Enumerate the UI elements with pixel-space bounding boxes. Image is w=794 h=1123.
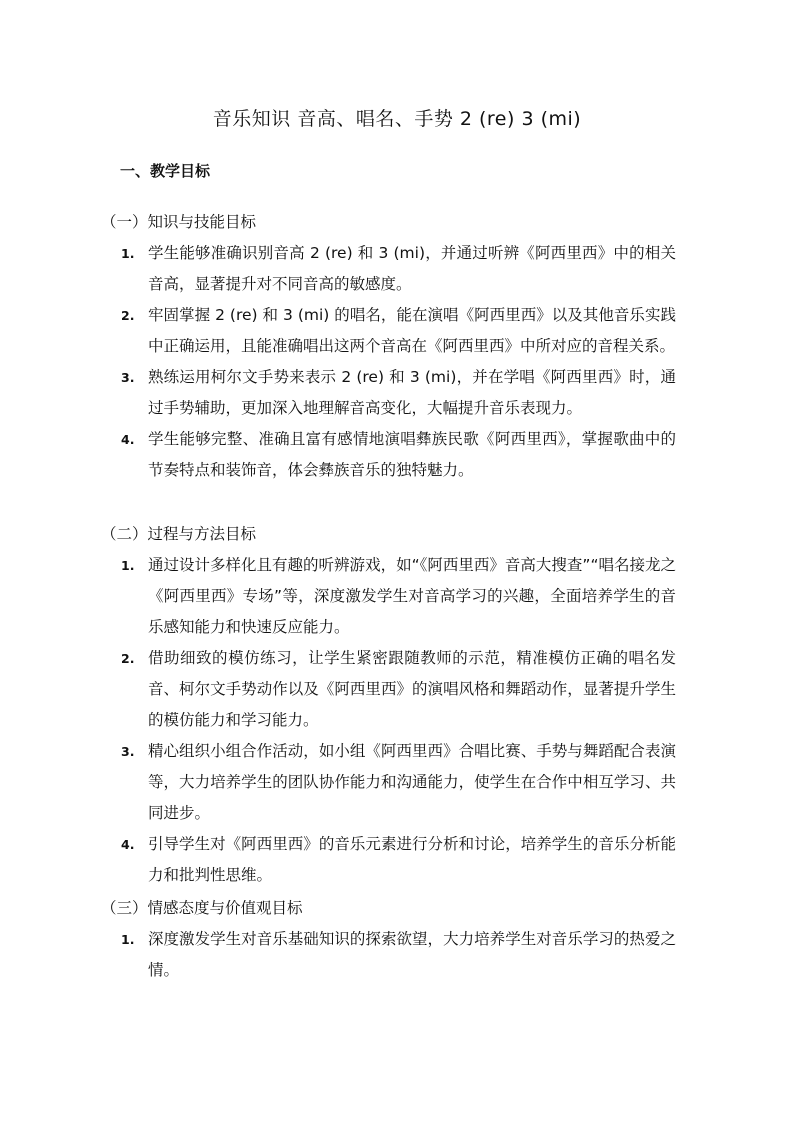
item-text: 引导学生对《阿西里西》的音乐元素进行分析和讨论，培养学生的音乐分析能力和批判性思维。 bbox=[148, 835, 676, 884]
item-number: 3. bbox=[121, 370, 135, 385]
item-text: 学生能够完整、准确且富有感情地演唱彝族民歌《阿西里西》，掌握歌曲中的节奏特点和装饰音，体会彝族音乐的独特魅力。 bbox=[148, 430, 676, 479]
item-number: 4. bbox=[121, 837, 135, 852]
item-text: 牢固掌握 2 (re) 和 3 (mi) 的唱名，能在演唱《阿西里西》以及其他音乐实践中正确运用，且能准确唱出这两个音高在《阿西里西》中所对应的音程关系。 bbox=[148, 306, 676, 355]
list-item bbox=[101, 300, 676, 362]
item-number: 3. bbox=[121, 744, 135, 759]
process-methods-objectives bbox=[101, 519, 676, 891]
section-heading: 一、教学目标 bbox=[120, 162, 211, 180]
list-item bbox=[101, 924, 676, 986]
list-item bbox=[101, 424, 676, 486]
item-text: 通过设计多样化且有趣的听辨游戏，如“《阿西里西》音高大搜查”“唱名接龙之《阿西里西》专场”等，深度激发学生对音高学习的兴趣，全面培养学生的音乐感知能力和快速反应能力。 bbox=[148, 556, 676, 636]
list-item bbox=[101, 829, 676, 891]
list-item bbox=[101, 362, 676, 424]
item-text: 借助细致的模仿练习，让学生紧密跟随教师的示范，精准模仿正确的唱名发音、柯尔文手势动作以及《阿西里西》的演唱风格和舞蹈动作，显著提升学生的模仿能力和学习能力。 bbox=[148, 649, 676, 729]
subsection-heading: （三）情感态度与价值观目标 bbox=[101, 899, 303, 917]
item-number: 2. bbox=[121, 308, 135, 323]
list-item bbox=[101, 550, 676, 643]
document-title: 音乐知识 音高、唱名、手势 2 (re) 3 (mi) bbox=[212, 108, 582, 130]
item-text: 深度激发学生对音乐基础知识的探索欲望，大力培养学生对音乐学习的热爱之情。 bbox=[148, 930, 676, 979]
item-text: 精心组织小组合作活动，如小组《阿西里西》合唱比赛、手势与舞蹈配合表演等，大力培养学生的团队协作能力和沟通能力，使学生在合作中相互学习、共同进步。 bbox=[148, 742, 676, 822]
item-number: 1. bbox=[121, 932, 135, 947]
list-item bbox=[101, 643, 676, 736]
item-number: 2. bbox=[121, 651, 135, 666]
item-number: 1. bbox=[121, 558, 135, 573]
subsection-heading: （二）过程与方法目标 bbox=[101, 525, 257, 543]
item-number: 4. bbox=[121, 432, 135, 447]
knowledge-skills-objectives bbox=[101, 207, 676, 486]
list-item bbox=[101, 238, 676, 300]
subsection-heading: （一）知识与技能目标 bbox=[101, 213, 257, 231]
list-item bbox=[101, 736, 676, 829]
item-number: 1. bbox=[121, 246, 135, 261]
attitude-values-objectives bbox=[101, 893, 676, 986]
item-text: 学生能够准确识别音高 2 (re) 和 3 (mi)，并通过听辨《阿西里西》中的相关音高，显著提升对不同音高的敏感度。 bbox=[148, 244, 676, 293]
item-text: 熟练运用柯尔文手势来表示 2 (re) 和 3 (mi)，并在学唱《阿西里西》时，通过手势辅助，更加深入地理解音高变化，大幅提升音乐表现力。 bbox=[148, 368, 676, 417]
